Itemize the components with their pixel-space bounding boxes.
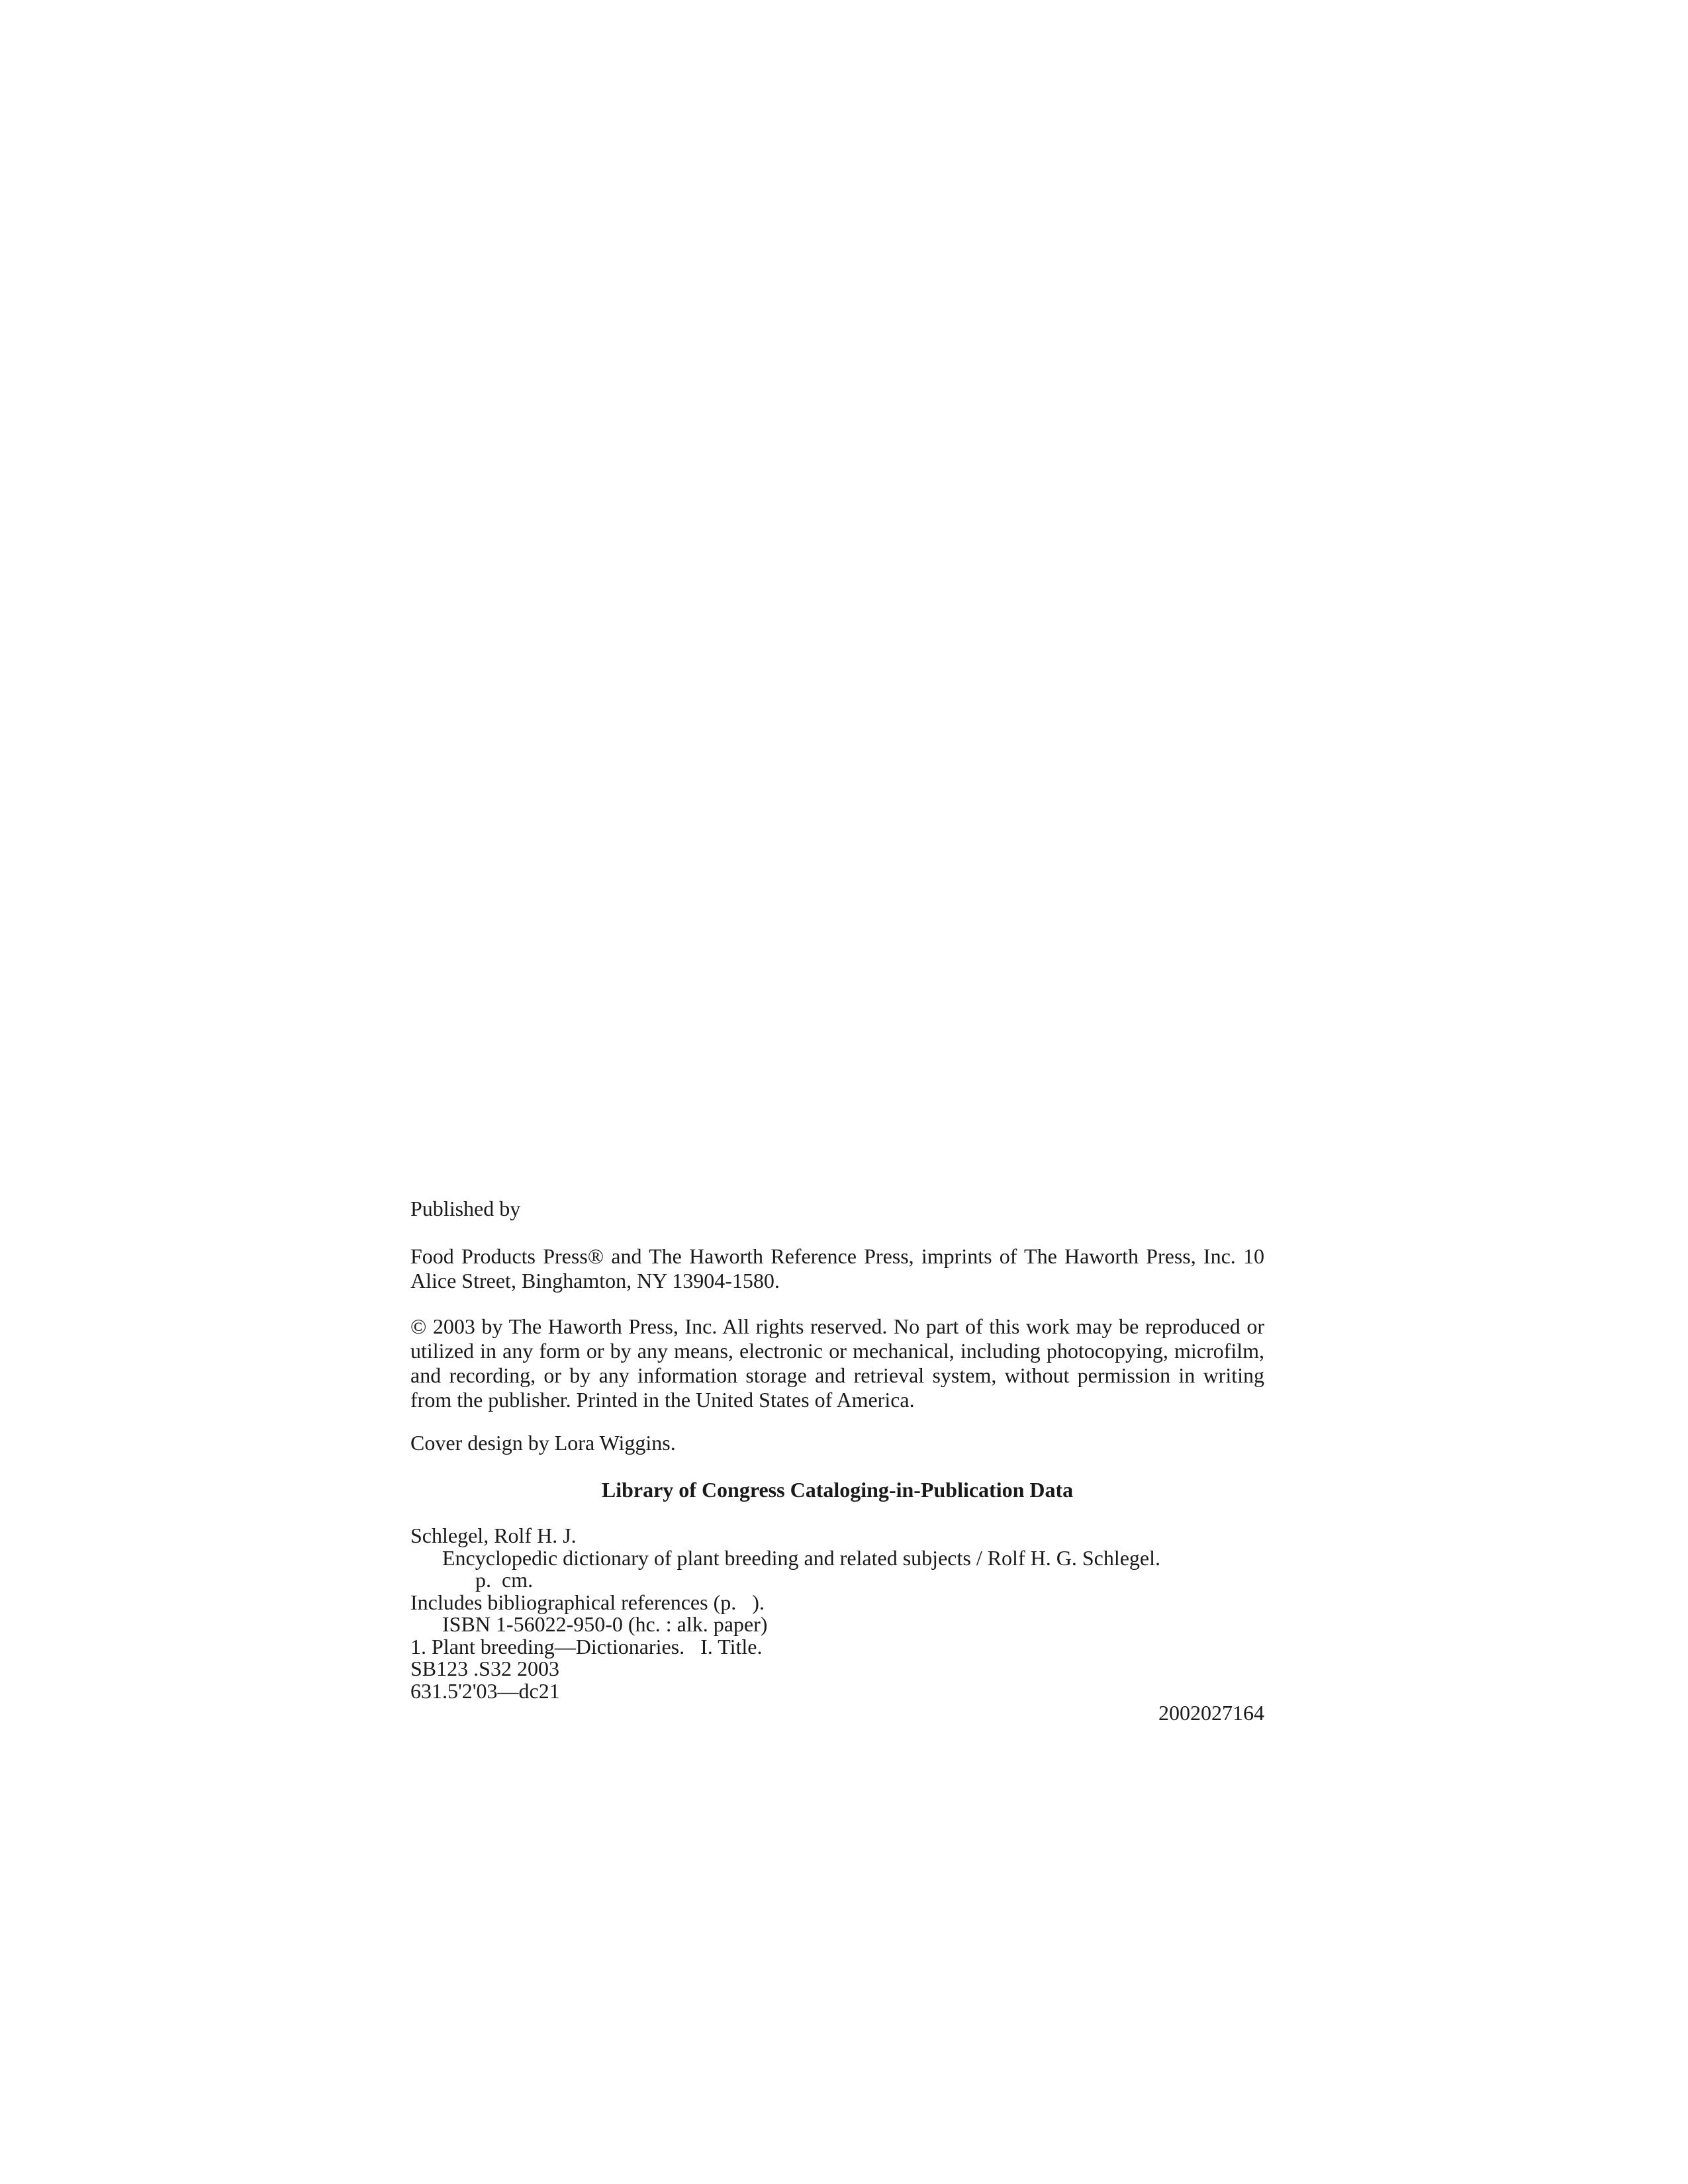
cip-record [410, 1525, 1264, 1725]
cip-heading: Library of Congress Cataloging-in-Publication Data [601, 1478, 1074, 1502]
published-by-label: Published by [410, 1197, 521, 1220]
cip-lc-classification: SB123 .S32 2003 [410, 1657, 559, 1680]
cover-design-credit: Cover design by Lora Wiggins. [410, 1431, 676, 1455]
cip-author: Schlegel, Rolf H. J. [410, 1524, 577, 1547]
cip-title: Encyclopedic dictionary of plant breeding and related subjects / Rolf H. G. Schlegel. [442, 1545, 1160, 1570]
cip-bibliography: Includes bibliographical references (p. ). [410, 1590, 765, 1614]
cip-lccn: 2002027164 [1158, 1701, 1264, 1725]
cip-subjects: 1. Plant breeding—Dictionaries. I. Title. [410, 1634, 763, 1659]
copyright-notice-paragraph: © 2003 by The Haworth Press, Inc. All rights reserved. No part of this work may be reproduced or utilized in any form or by any means, electronic or mechanical, including photocopying, microfilm, and recording, or by any information storage and retrieval system, without permission in writing from the publisher. Printed in the United States of America. [410, 1314, 1264, 1412]
publisher-imprint-paragraph: Food Products Press® and The Haworth Reference Press, imprints of The Haworth Press, Inc. 10 Alice Street, Binghamton, NY 13904-1580. [410, 1244, 1264, 1293]
cip-isbn: ISBN 1-56022-950-0 (hc. : alk. paper) [442, 1612, 768, 1636]
cip-pages: p. cm. [475, 1568, 534, 1592]
cip-dewey-classification: 631.5'2'03—dc21 [410, 1678, 560, 1703]
